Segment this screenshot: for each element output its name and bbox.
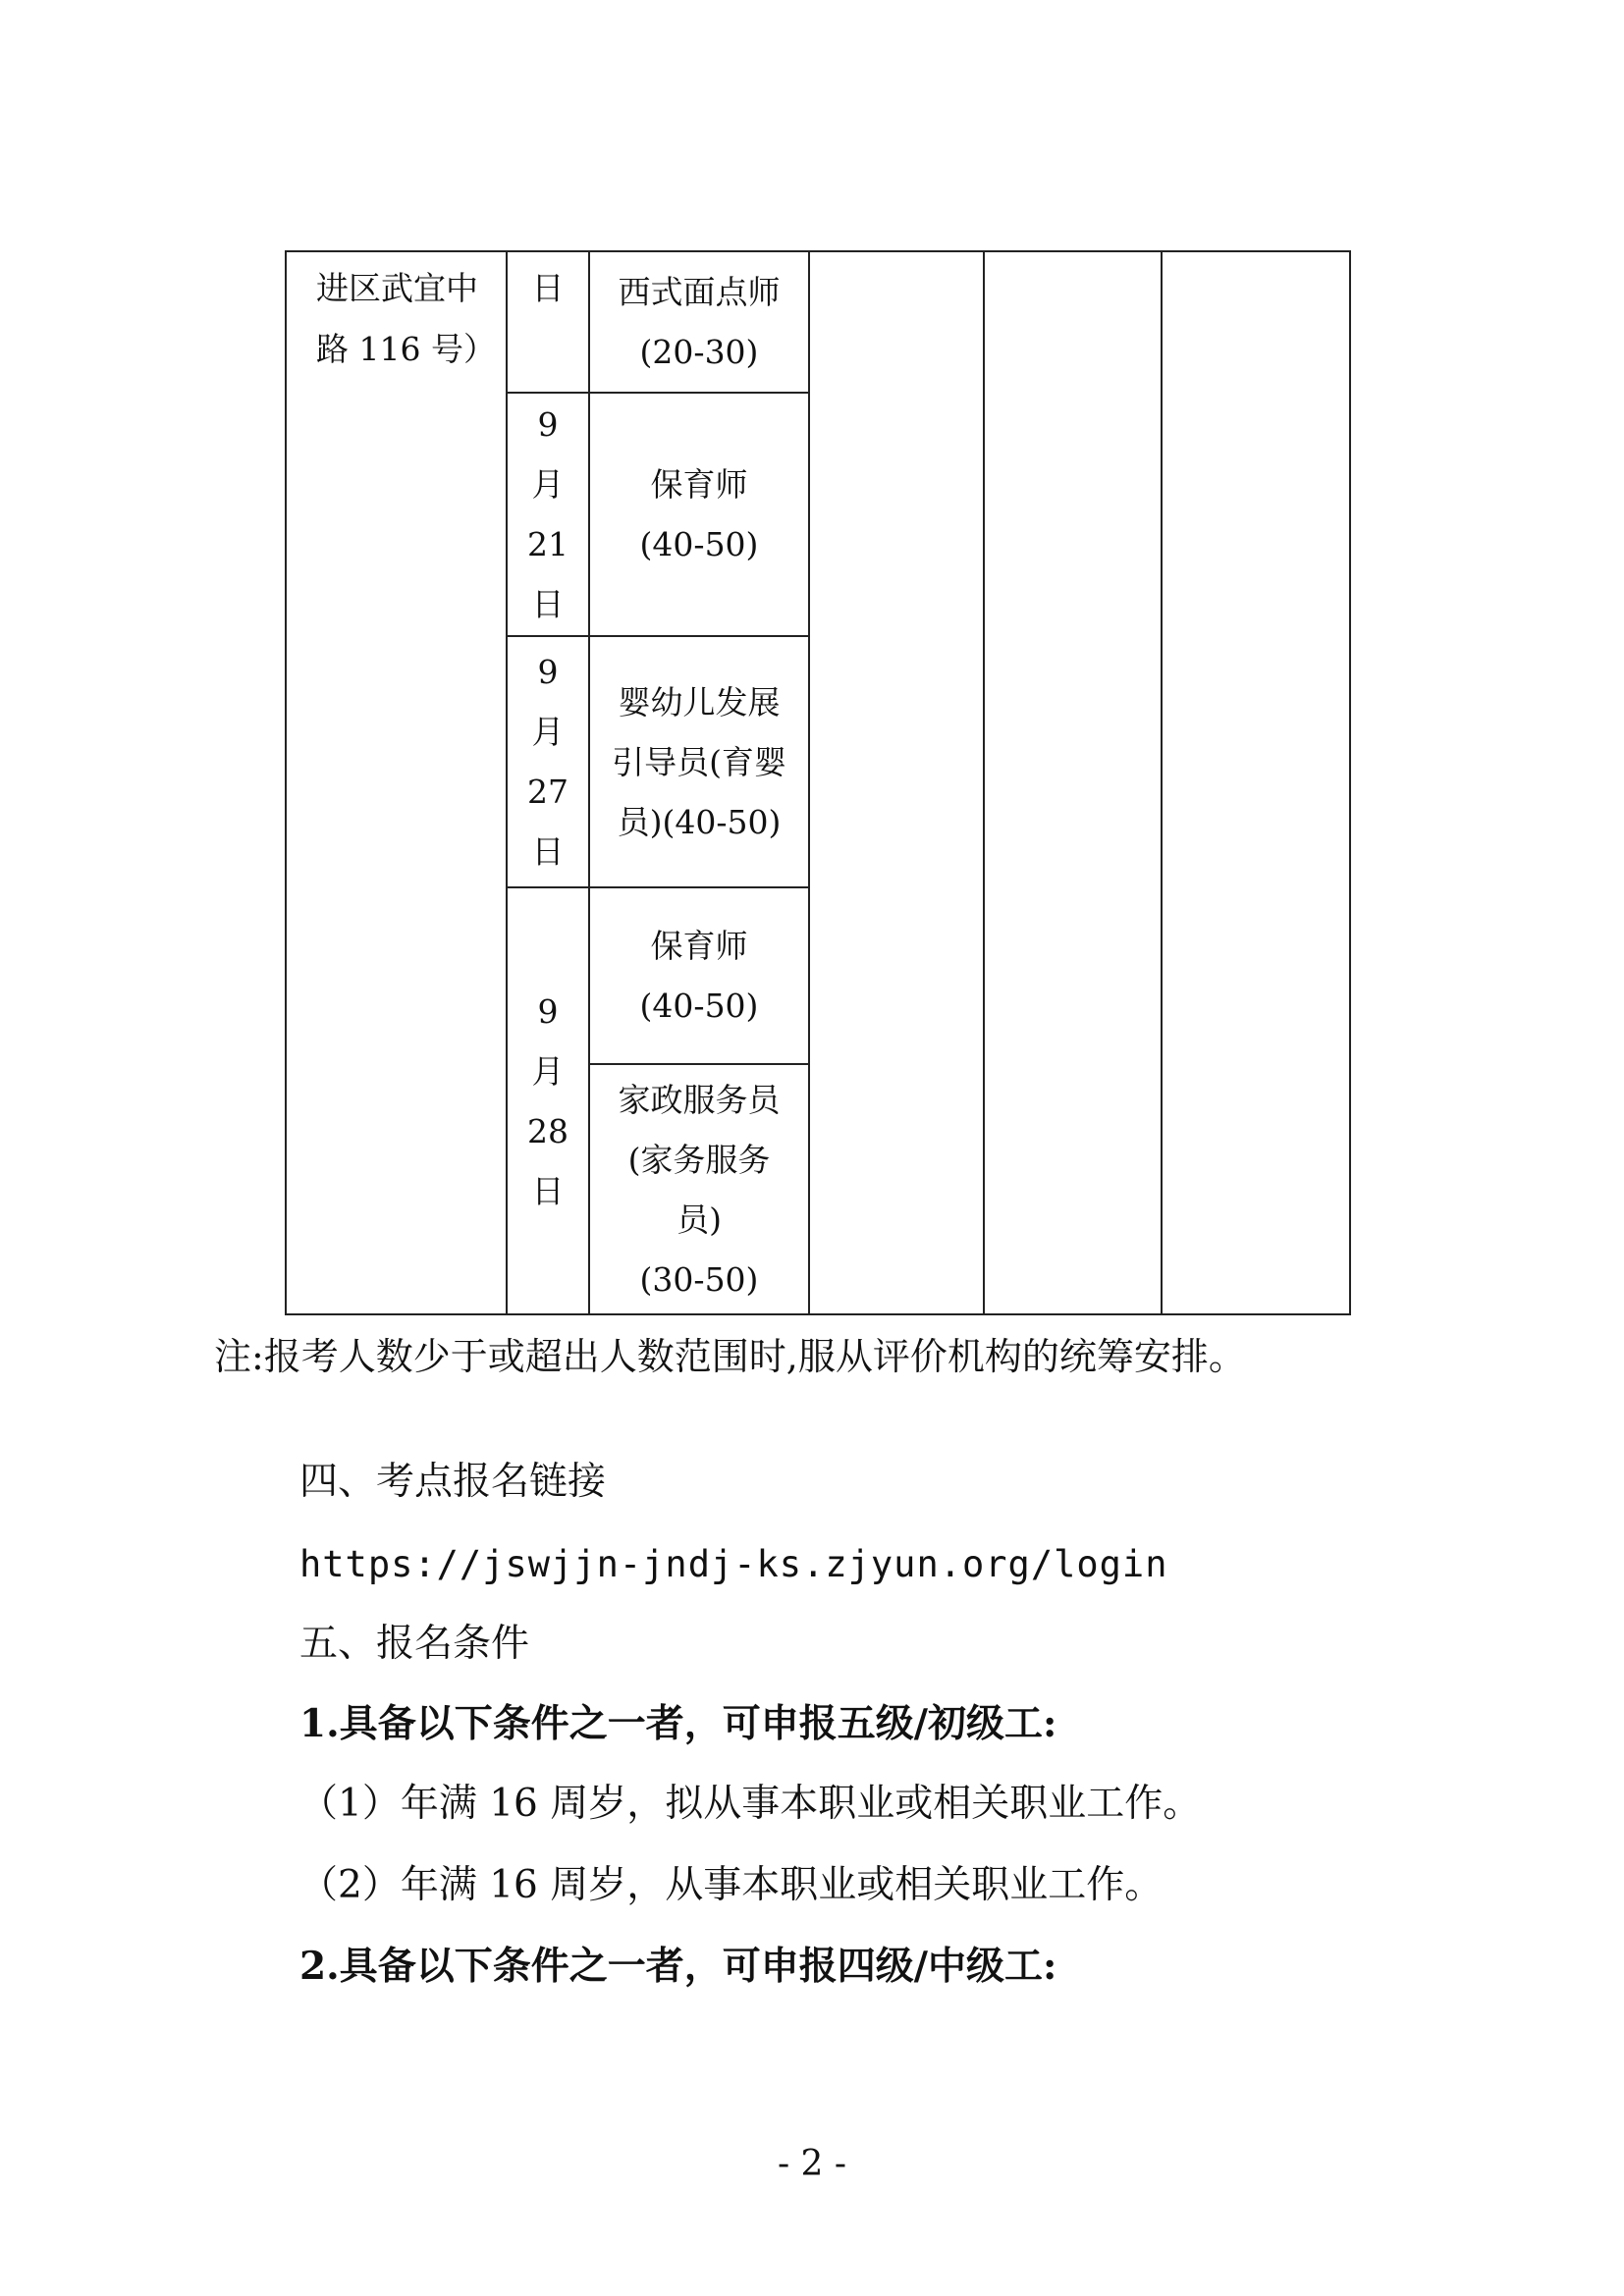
date-cell: 日 [507,251,589,393]
section-heading: 四、考点报名链接 [299,1460,607,1504]
exam-schedule-table [285,250,1351,1315]
job-cell: 家政服务员 (家务服务 员) (30-50) [589,1064,809,1314]
location-line: 路 116 号） [316,330,496,368]
condition-item: （2）年满 16 周岁，从事本职业或相关职业工作。 [299,1863,1164,1907]
empty-cell [1162,251,1350,1314]
date-cell: 9 月 28 日 [507,887,589,1314]
condition-title: 1.具备以下条件之一者，可申报五级/初级工: [299,1701,1057,1746]
job-cell: 保育师 (40-50) [589,887,809,1064]
job-cell: 婴幼儿发展 引导员(育婴 员)(40-50) [589,636,809,887]
condition-title: 2.具备以下条件之一者，可申报四级/中级工: [299,1944,1057,1989]
job-cell: 保育师 (40-50) [589,393,809,636]
location-cell [286,251,507,1314]
section-heading: 五、报名条件 [299,1622,530,1666]
location-line: 进区武宜中 [316,269,478,307]
table-note: 注:报考人数少于或超出人数范围时,服从评价机构的统筹安排。 [214,1335,1246,1378]
condition-item: （1）年满 16 周岁，拟从事本职业或相关职业工作。 [299,1782,1202,1826]
empty-cell [809,251,984,1314]
page-number: - 2 - [777,2144,847,2184]
job-cell: 西式面点师 (20-30) [589,251,809,393]
date-cell: 9 月 21 日 [507,393,589,636]
date-cell: 9 月 27 日 [507,636,589,887]
empty-cell [984,251,1162,1314]
registration-link[interactable]: https://jswjjn-jndj-ks.zjyun.org/login [299,1543,1168,1585]
